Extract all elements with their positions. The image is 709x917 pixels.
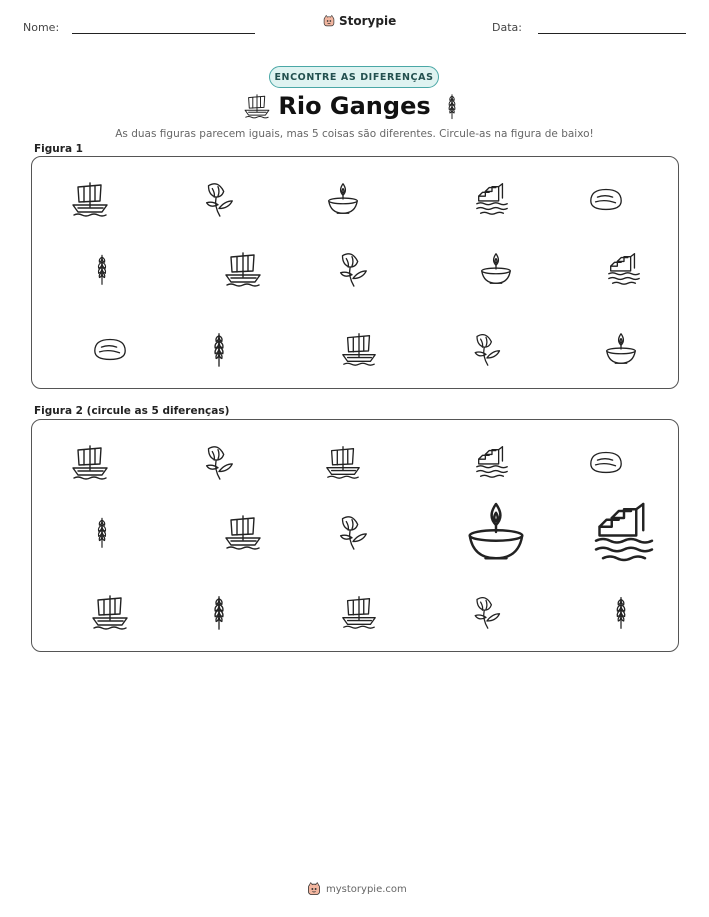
footer <box>306 881 407 897</box>
lamp-icon <box>477 250 515 288</box>
flower-icon <box>333 250 371 288</box>
wheat-icon <box>438 91 466 121</box>
boat-icon <box>340 330 378 368</box>
flower-icon <box>468 331 504 367</box>
wheat-icon[interactable] <box>200 593 238 631</box>
stone-icon <box>91 330 129 368</box>
figure1-label: Figura 1 <box>34 143 83 155</box>
steps-icon <box>473 180 511 218</box>
steps-icon <box>605 250 643 288</box>
name-label: Nome: <box>23 21 60 34</box>
figure1-panel <box>31 156 679 389</box>
lamp-icon <box>602 330 640 368</box>
date-label: Data: <box>492 21 522 34</box>
boat-icon[interactable] <box>340 593 378 631</box>
flower-icon[interactable] <box>333 513 371 551</box>
wheat-icon[interactable] <box>603 594 639 630</box>
figure2-label: Figura 2 (circule as 5 diferenças) <box>34 405 230 417</box>
footer-site: mystorypie.com <box>326 883 407 895</box>
brand-logo <box>322 14 396 28</box>
page-title: Rio Ganges <box>278 92 431 120</box>
lamp-icon <box>324 180 362 218</box>
flower-icon <box>199 180 237 218</box>
stone-icon <box>587 180 625 218</box>
activity-tag: ENCONTRE AS DIFERENÇAS <box>269 66 439 88</box>
boat-icon[interactable] <box>324 443 362 481</box>
wheat-icon <box>200 330 238 368</box>
wheat-icon <box>85 252 119 286</box>
boat-icon[interactable] <box>90 592 130 632</box>
date-field[interactable] <box>538 33 686 34</box>
flower-icon[interactable] <box>468 594 504 630</box>
boat-icon <box>223 249 263 289</box>
figure2-panel[interactable] <box>31 419 679 652</box>
stone-icon[interactable] <box>587 443 625 481</box>
wheat-icon[interactable] <box>85 515 119 549</box>
name-field[interactable] <box>72 33 255 34</box>
storypie-logo-icon <box>306 881 322 897</box>
boat-icon <box>70 179 110 219</box>
flower-icon[interactable] <box>199 443 237 481</box>
steps-icon[interactable] <box>589 497 659 567</box>
storypie-logo-icon <box>322 14 336 28</box>
steps-icon[interactable] <box>473 443 511 481</box>
instructions: As duas figuras parecem iguais, mas 5 coisas são diferentes. Circule-as na figura de baixo! <box>115 128 594 140</box>
boat-icon[interactable] <box>70 442 110 482</box>
brand-name: Storypie <box>339 14 397 28</box>
lamp-icon[interactable] <box>461 497 531 567</box>
boat-icon[interactable] <box>223 512 263 552</box>
